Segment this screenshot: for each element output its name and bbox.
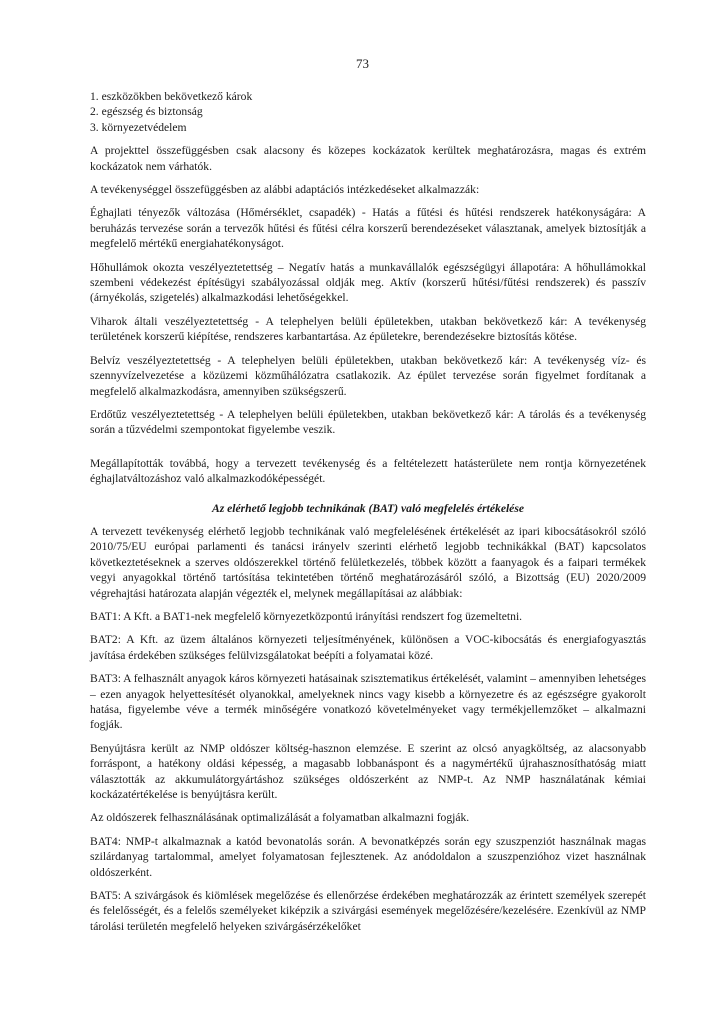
paragraph-bat1: BAT1: A Kft. a BAT1-nek megfelelő környezetközpontú irányítási rendszert fog üzemeltetni. <box>90 609 523 623</box>
paragraph-storms: Viharok általi veszélyeztetettség - A telephelyen belüli épületekben, utakban bekövetkező kár: A tevékenység területének korszerű kiépítése, rendszeres karbantartása. Az épületekre, berendezésekre biztosítás kötése. <box>90 314 646 344</box>
paragraph-forest-fire: Erdőtűz veszélyeztetettség - A telephelyen belüli épületekben, utakban bekövetkező kár: A tárolás és a tevékenység során a tűzvédelmi szempontokat figyelembe veszik. <box>90 407 646 437</box>
list-item: 3. környezetvédelem <box>90 120 187 134</box>
document-body <box>90 89 646 942</box>
paragraph-bat-intro: A tervezett tevékenység elérhető legjobb technikának való megfelelésének értékelését az ipari kibocsátásokról szóló 2010/75/EU európai parlamenti és tanácsi irányelv szerinti elérhető legjobb technikákkal (BAT) kapcsolatos következtetéseknek a szerves oldószerekkel történő felületkezelés, többek között a faanyagok és a faipari termékek vegyi anyagokkal történő tartósítása tekintetében történő meghatározásáról szóló, a Bizottság (EU) 2020/2009 végrehajtási határozata alapján végezték el, melynek megállapításai az alábbiak: <box>90 524 646 600</box>
paragraph-risk-summary: A projekttel összefüggésben csak alacsony és közepes kockázatok kerültek meghatározásra, magas és extrém kockázatok nem várhatók. <box>90 144 646 173</box>
spacer <box>90 446 646 456</box>
paragraph-nmp-analysis: Benyújtásra került az NMP oldószer költség-hasznon elemzése. E szerint az olcsó anyagköltség, az alacsonyabb forráspont, a hatékony oldási képesség, a magasabb lobbanáspont és a nagymértékű újrahasznosíthatóság miatt választották az akkumulátorgyártáshoz szükséges oldószerként az NMP-t. Az NMP használatának kémiai kockázatértékelése is benyújtásra került. <box>90 741 646 802</box>
paragraph-bat5: BAT5: A szivárgások és kiömlések megelőzése és ellenőrzése érdekében meghatározzák az érintett személyek szerepét és felelősségét, és a felelős személyeket kiképzik a szivárgási események megelőzésére/kezelésére. Ezenkívül az NMP tárolási területén megfelelő helyeken szivárgásérzékelőket <box>90 889 646 933</box>
section-heading: Az elérhető legjobb technikának (BAT) való megfelelés értékelése <box>211 501 524 515</box>
paragraph-adaptation-intro: A tevékenységgel összefüggésben az alábbi adaptációs intézkedéseket alkalmazzák: <box>90 183 480 197</box>
paragraph-bat4: BAT4: NMP-t alkalmaznak a katód bevonatolás során. A bevonatképzés során egy szuszpenziót használnak magas szilárdanyag tartalommal, amelyet folyamatosan fejlesztenek. Az anódoldalon a szuszpenzióhoz vizet használnak oldószerként. <box>90 834 646 879</box>
paragraph-climate-factors: Éghajlati tényezők változása (Hőmérséklet, csapadék) - Hatás a fűtési és hűtési rendszerek hatékonyságára: A beruházás tervezése során a tervezők hűtési és fűtési célra korszerű berendezéseket választanak, amelyek biztosítják a megfelelő mértékű energiahatékonyságot. <box>90 206 646 251</box>
paragraph-bat2: BAT2: A Kft. az üzem általános környezeti teljesítményének, különösen a VOC-kibocsátás és energiafogyasztás javítása érdekében szükséges felülvizsgálatokat beépíti a folyamatai közé. <box>90 633 646 662</box>
paragraph-inland-water: Belvíz veszélyeztetettség - A telephelyen belüli épületekben, utakban bekövetkező kár: A tevékenység víz- és szennyvízelvezetése a közüzemi közműhálózatra csatlakozik. Az épület tervezése során figyelmet fordítanak a megfelelő alkalmazkodásra, amennyiben szükségszerű. <box>90 353 646 398</box>
paragraph-heatwaves: Hőhullámok okozta veszélyeztetettség – Negatív hatás a munkavállalók egészségügyi állapotára: A hőhullámokkal szembeni védekezést építésügyi szabályozással oldják meg. Aktív (korszerű hűtési/fűtési rendszerek) és passzív (árnyékolás, szigetelés) alkalmazkodási lehetőségekkel. <box>90 260 646 305</box>
page-number: 73 <box>356 56 369 71</box>
impact-list <box>90 89 646 135</box>
paragraph-solvent-optimization: Az oldószerek felhasználásának optimalizálását a folyamatban alkalmazni fogják. <box>90 811 470 825</box>
paragraph-conclusion: Megállapították továbbá, hogy a tervezett tevékenység és a feltételezett hatásterülete nem rontja környezetének éghajlatváltozáshoz való alkalmazkodóképességét. <box>90 456 646 486</box>
list-item: 1. eszközökben bekövetkező károk <box>90 90 253 103</box>
paragraph-bat3: BAT3: A felhasznált anyagok káros környezeti hatásainak szisztematikus értékelését, valamint – amennyiben lehetséges – ezen anyagok helyettesítését olyanokkal, amelyeknek nincs vagy kisebb a környezetre és az egészségre gyakorolt hatása, figyelembe véve a termék minőségére vonatkozó követelményeket vagy termékjellemzőket – alkalmazni fogják. <box>90 672 646 732</box>
list-item: 2. egészség és biztonság <box>90 105 203 119</box>
